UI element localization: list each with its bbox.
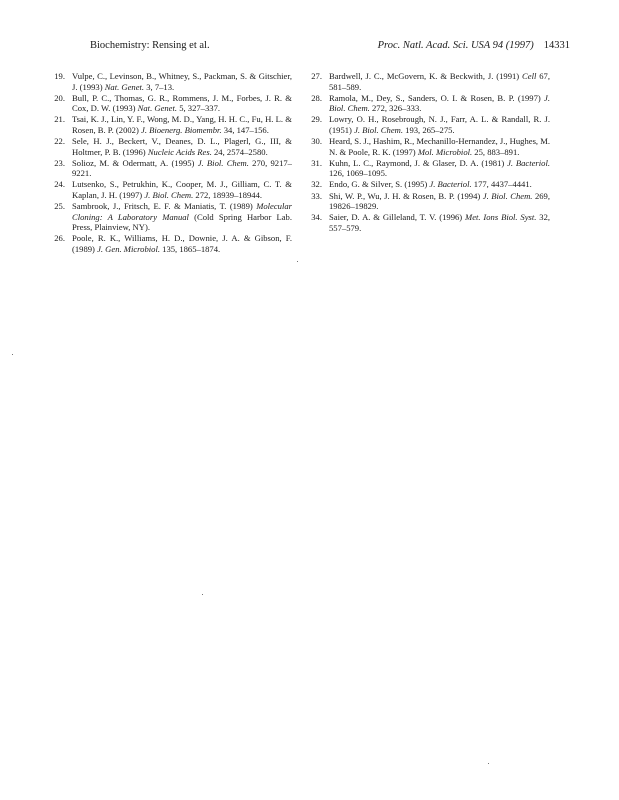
reference-number: 19. (54, 71, 65, 81)
reference-number: 29. (311, 114, 322, 125)
scan-speck (202, 594, 203, 595)
reference-journal: Nat. Genet. (137, 103, 178, 114)
reference-number: 21. (54, 114, 65, 125)
reference-entry (304, 114, 550, 135)
reference-citation: 270, 9217–9221. (72, 157, 292, 179)
reference-authors: Ramola, M., Dey, S., Sanders, O. I. & Rosen, B. P. (1997) (329, 92, 545, 103)
reference-journal: J. Bacteriol. (507, 157, 550, 168)
reference-entry (304, 136, 550, 157)
reference-number: 32. (311, 179, 322, 190)
reference-journal: Nucleic Acids Res. (147, 146, 212, 157)
reference-number: 20. (54, 92, 65, 103)
reference-citation: 272, 18939–18944. (193, 190, 263, 201)
reference-citation: 32, 557–579. (329, 212, 551, 233)
reference-journal: Met. Ions Biol. Syst. (465, 212, 537, 223)
reference-text (329, 212, 550, 233)
reference-journal: Mol. Microbiol. (417, 146, 473, 157)
reference-text (329, 158, 550, 179)
reference-journal: J. Biol. Chem. (482, 190, 533, 201)
reference-citation: 135, 1865–1874. (160, 244, 221, 254)
reference-entry (304, 212, 550, 233)
reference-journal: J. Biol. Chem. (144, 190, 194, 201)
reference-text (329, 191, 550, 212)
reference-text (72, 179, 292, 200)
reference-citation: (Cold Spring Harbor Lab. Press, Plainview, NY). (72, 211, 292, 233)
reference-citation: 25, 883–891. (472, 146, 520, 157)
reference-entry (304, 158, 550, 179)
reference-citation: 272, 326–333. (369, 103, 422, 114)
reference-authors: Kuhn, L. C., Raymond, J. & Glaser, D. A. (1981) (329, 157, 508, 168)
reference-text (72, 136, 292, 157)
reference-authors: Sambrook, J., Fritsch, E. F. & Maniatis, T. (1989) (72, 201, 257, 212)
reference-text (72, 158, 292, 179)
reference-number: 28. (311, 92, 322, 103)
reference-authors: Vulpe, C., Levinson, B., Whitney, S., Packman, S. & Gitschier, J. (1993) (72, 71, 292, 92)
scan-speck (297, 261, 298, 262)
reference-entry (47, 158, 292, 179)
reference-authors: Sele, H. J., Beckert, V., Deanes, D. L., Plagerl, G., III, & Holtmer, P. B. (1996) (72, 136, 292, 157)
reference-text (329, 114, 550, 135)
reference-entry (304, 93, 550, 114)
reference-journal: J. Bacteriol. (429, 179, 472, 190)
reference-authors: Lowry, O. H., Rosebrough, N. J., Farr, A. L. & Randall, R. J. (1951) (329, 114, 550, 135)
scan-speck (12, 354, 13, 355)
header-journal-name: Proc. Natl. Acad. Sci. USA 94 (1997) (377, 40, 534, 51)
reference-citation: 269, 19826–19829. (329, 190, 550, 212)
reference-number: 26. (54, 233, 65, 244)
page-number: 14331 (543, 40, 570, 51)
references-column-left (47, 71, 292, 255)
references-column-right (304, 71, 550, 234)
reference-entry (47, 136, 292, 157)
reference-number: 33. (311, 190, 322, 201)
reference-authors: Shi, W. P., Wu, J. H. & Rosen, B. P. (1994) (329, 190, 483, 201)
reference-citation: 34, 147–156. (221, 124, 269, 135)
reference-text (72, 233, 292, 254)
reference-entry (47, 114, 292, 135)
reference-authors: Tsai, K. J., Lin, Y. F., Wong, M. D., Yang, H. H. C., Fu, H. L. & Rosen, B. P. (2002) (72, 114, 292, 135)
reference-entry (47, 233, 292, 254)
reference-text (329, 93, 550, 114)
reference-journal: J. Biol. Chem. (354, 124, 403, 135)
reference-entry (304, 179, 550, 190)
reference-authors: Lutsenko, S., Petrukhin, K., Cooper, M. J., Gilliam, C. T. & Kaplan, J. H. (1997) (72, 179, 292, 201)
reference-number: 34. (311, 212, 322, 223)
reference-entry (304, 191, 550, 212)
reference-citation: 67, 581–589. (329, 71, 551, 92)
reference-citation: 3, 7–13. (144, 81, 175, 92)
reference-number: 23. (54, 157, 65, 168)
reference-entry (47, 179, 292, 200)
reference-entry (47, 93, 292, 114)
reference-authors: Solioz, M. & Odermatt, A. (1995) (72, 157, 198, 168)
reference-citation: 24, 2574–2580. (211, 146, 268, 157)
reference-number: 22. (54, 136, 65, 147)
reference-authors: Poole, R. K., Williams, H. D., Downie, J. A. & Gibson, F. (1989) (72, 233, 292, 254)
header-journal (378, 40, 570, 51)
reference-journal: J. Gen. Microbiol. (97, 244, 160, 254)
reference-authors: Endo, G. & Silver, S. (1995) (329, 179, 430, 190)
reference-number: 30. (311, 136, 322, 147)
reference-journal: Nat. Genet. (104, 81, 145, 92)
reference-journal: J. Bioenerg. Biomembr. (141, 124, 222, 135)
header-author: Biochemistry: Rensing et al. (90, 40, 210, 51)
reference-text (72, 201, 292, 232)
reference-text (329, 71, 550, 92)
reference-authors: Bardwell, J. C., McGovern, K. & Beckwith, J. (1991) (329, 71, 523, 81)
reference-entry (304, 71, 550, 92)
reference-citation: 5, 327–337. (177, 103, 221, 114)
reference-citation: 177, 4437–4441. (471, 179, 532, 190)
running-header (90, 40, 570, 54)
reference-text (72, 71, 292, 92)
reference-number: 25. (54, 201, 65, 212)
reference-entry (47, 71, 292, 92)
reference-entry (47, 201, 292, 233)
reference-authors: Heard, S. J., Hashim, R., Mechanillo-Hernandez, J., Hughes, M. N. & Poole, R. K. (1997) (329, 136, 551, 157)
reference-journal: Cell (522, 71, 537, 81)
reference-text (72, 114, 292, 135)
reference-text (329, 136, 550, 157)
scan-speck (488, 763, 489, 764)
reference-text (329, 179, 532, 189)
reference-journal: J. Biol. Chem. (329, 92, 550, 114)
reference-number: 31. (311, 157, 322, 168)
reference-citation: 193, 265–275. (403, 124, 455, 135)
reference-authors: Bull, P. C., Thomas, G. R., Rommens, J. M., Forbes, J. R. & Cox, D. W. (1993) (72, 92, 292, 114)
reference-journal: J. Biol. Chem. (197, 157, 249, 168)
reference-number: 27. (311, 71, 322, 81)
reference-authors: Saier, D. A. & Gilleland, T. V. (1996) (329, 212, 466, 223)
reference-citation: 126, 1069–1095. (329, 168, 388, 179)
reference-text (72, 93, 292, 114)
reference-journal: Molecular Cloning: A Laboratory Manual (72, 201, 292, 222)
reference-number: 24. (54, 179, 65, 190)
